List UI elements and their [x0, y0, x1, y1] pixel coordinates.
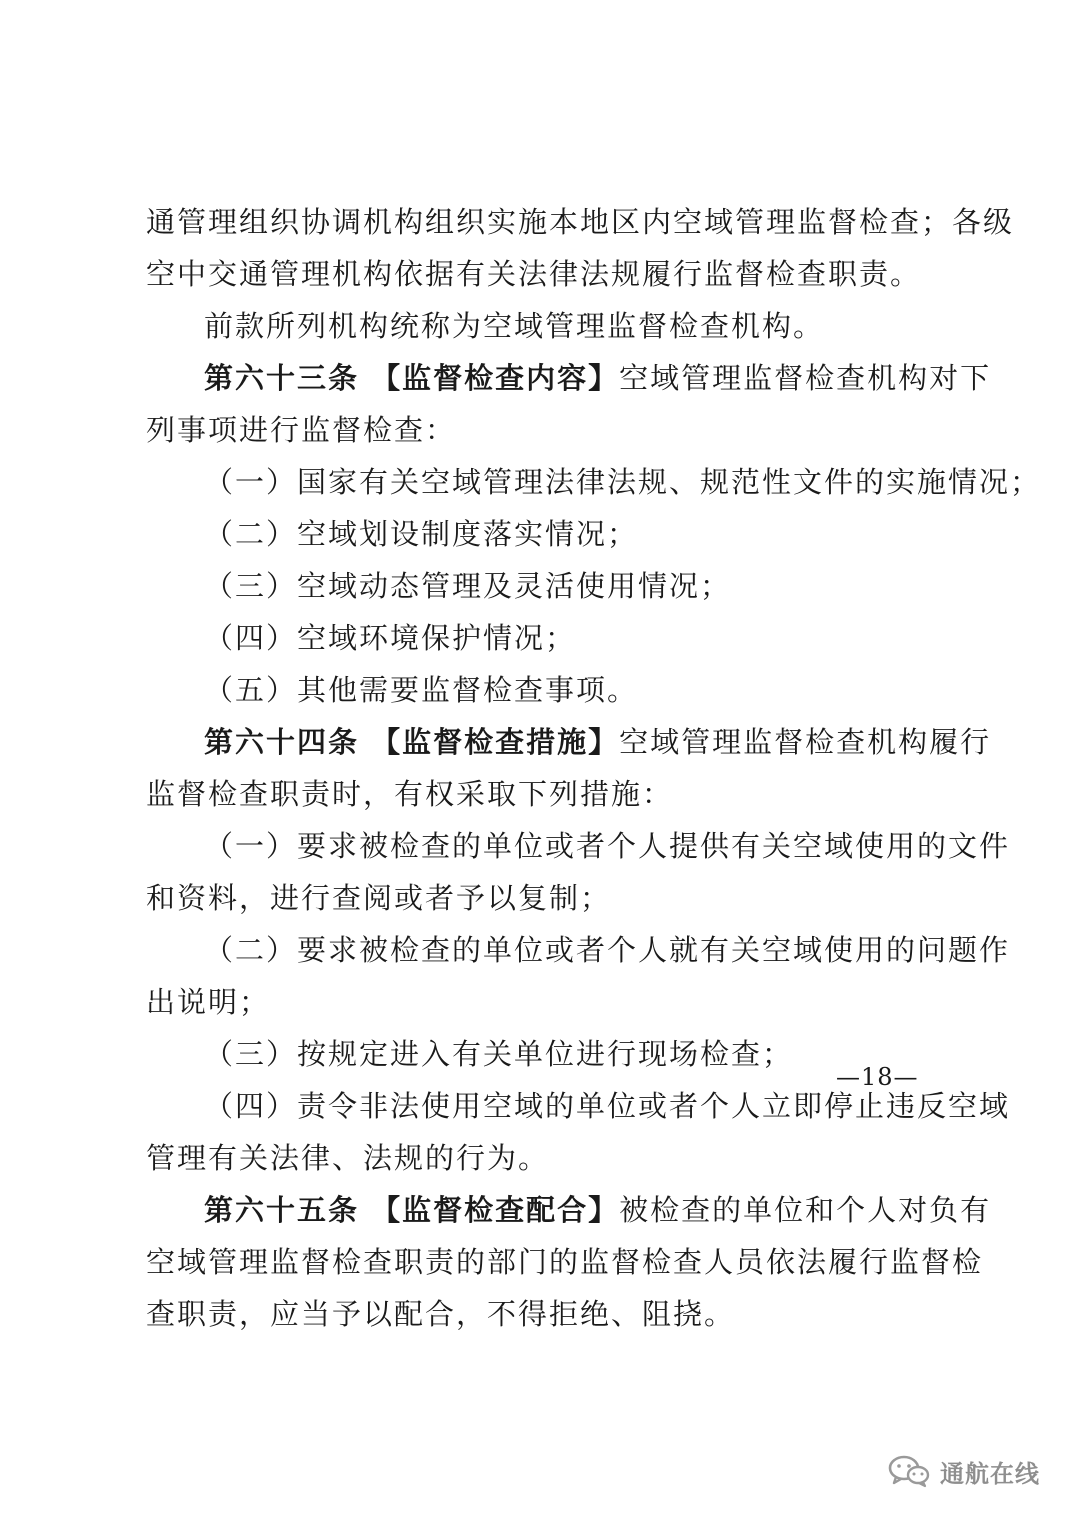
page-number-label: —18—: [836, 1063, 919, 1091]
article-63-heading: 第六十三条 【监督检查内容】: [204, 361, 620, 395]
article-63-line: [204, 358, 992, 398]
text-line: 通管理组织协调机构组织实施本地区内空域管理监督检查；各级: [146, 205, 1015, 239]
text-line: 管理有关法律、法规的行为。: [146, 1141, 550, 1175]
text-line: 查职责，应当予以配合，不得拒绝、阻挠。: [146, 1297, 736, 1331]
text-line: 列事项进行监督检查：: [146, 413, 457, 447]
article-64-line: [204, 722, 992, 762]
text-line: 出说明；: [146, 985, 271, 1019]
article-65-text: 被检查的单位和个人对负有: [619, 1193, 992, 1227]
wechat-icon: [888, 1454, 930, 1488]
list-item: （三）按规定进入有关单位进行现场检查；: [204, 1037, 794, 1071]
article-63-text: 空域管理监督检查机构对下: [619, 361, 992, 395]
list-item: （四）空域环境保护情况；: [204, 621, 577, 655]
list-item: （二）空域划设制度落实情况；: [204, 517, 639, 551]
watermark-text: 通航在线: [940, 1459, 1040, 1488]
list-item: （四）责令非法使用空域的单位或者个人立即停止违反空域: [204, 1089, 1011, 1123]
text-line: 空中交通管理机构依据有关法律法规履行监督检查职责。: [146, 257, 922, 291]
list-item: （二）要求被检查的单位或者个人就有关空域使用的问题作: [204, 933, 1011, 967]
article-64-heading: 第六十四条 【监督检查措施】: [204, 725, 620, 759]
article-64-text: 空域管理监督检查机构履行: [619, 725, 992, 759]
text-line: 监督检查职责时，有权采取下列措施：: [146, 777, 674, 811]
watermark: [888, 1451, 1040, 1491]
list-item: （三）空域动态管理及灵活使用情况；: [204, 569, 732, 603]
list-item: （一）国家有关空域管理法律法规、规范性文件的实施情况；: [204, 465, 1042, 499]
list-item: （五）其他需要监督检查事项。: [204, 673, 639, 707]
text-line: 空域管理监督检查职责的部门的监督检查人员依法履行监督检: [146, 1245, 984, 1279]
text-line: 前款所列机构统称为空域管理监督检查机构。: [204, 309, 825, 343]
article-65-heading: 第六十五条 【监督检查配合】: [204, 1193, 620, 1227]
list-item: （一）要求被检查的单位或者个人提供有关空域使用的文件: [204, 829, 1011, 863]
text-line: 和资料，进行查阅或者予以复制；: [146, 881, 612, 915]
article-65-line: [204, 1190, 992, 1230]
